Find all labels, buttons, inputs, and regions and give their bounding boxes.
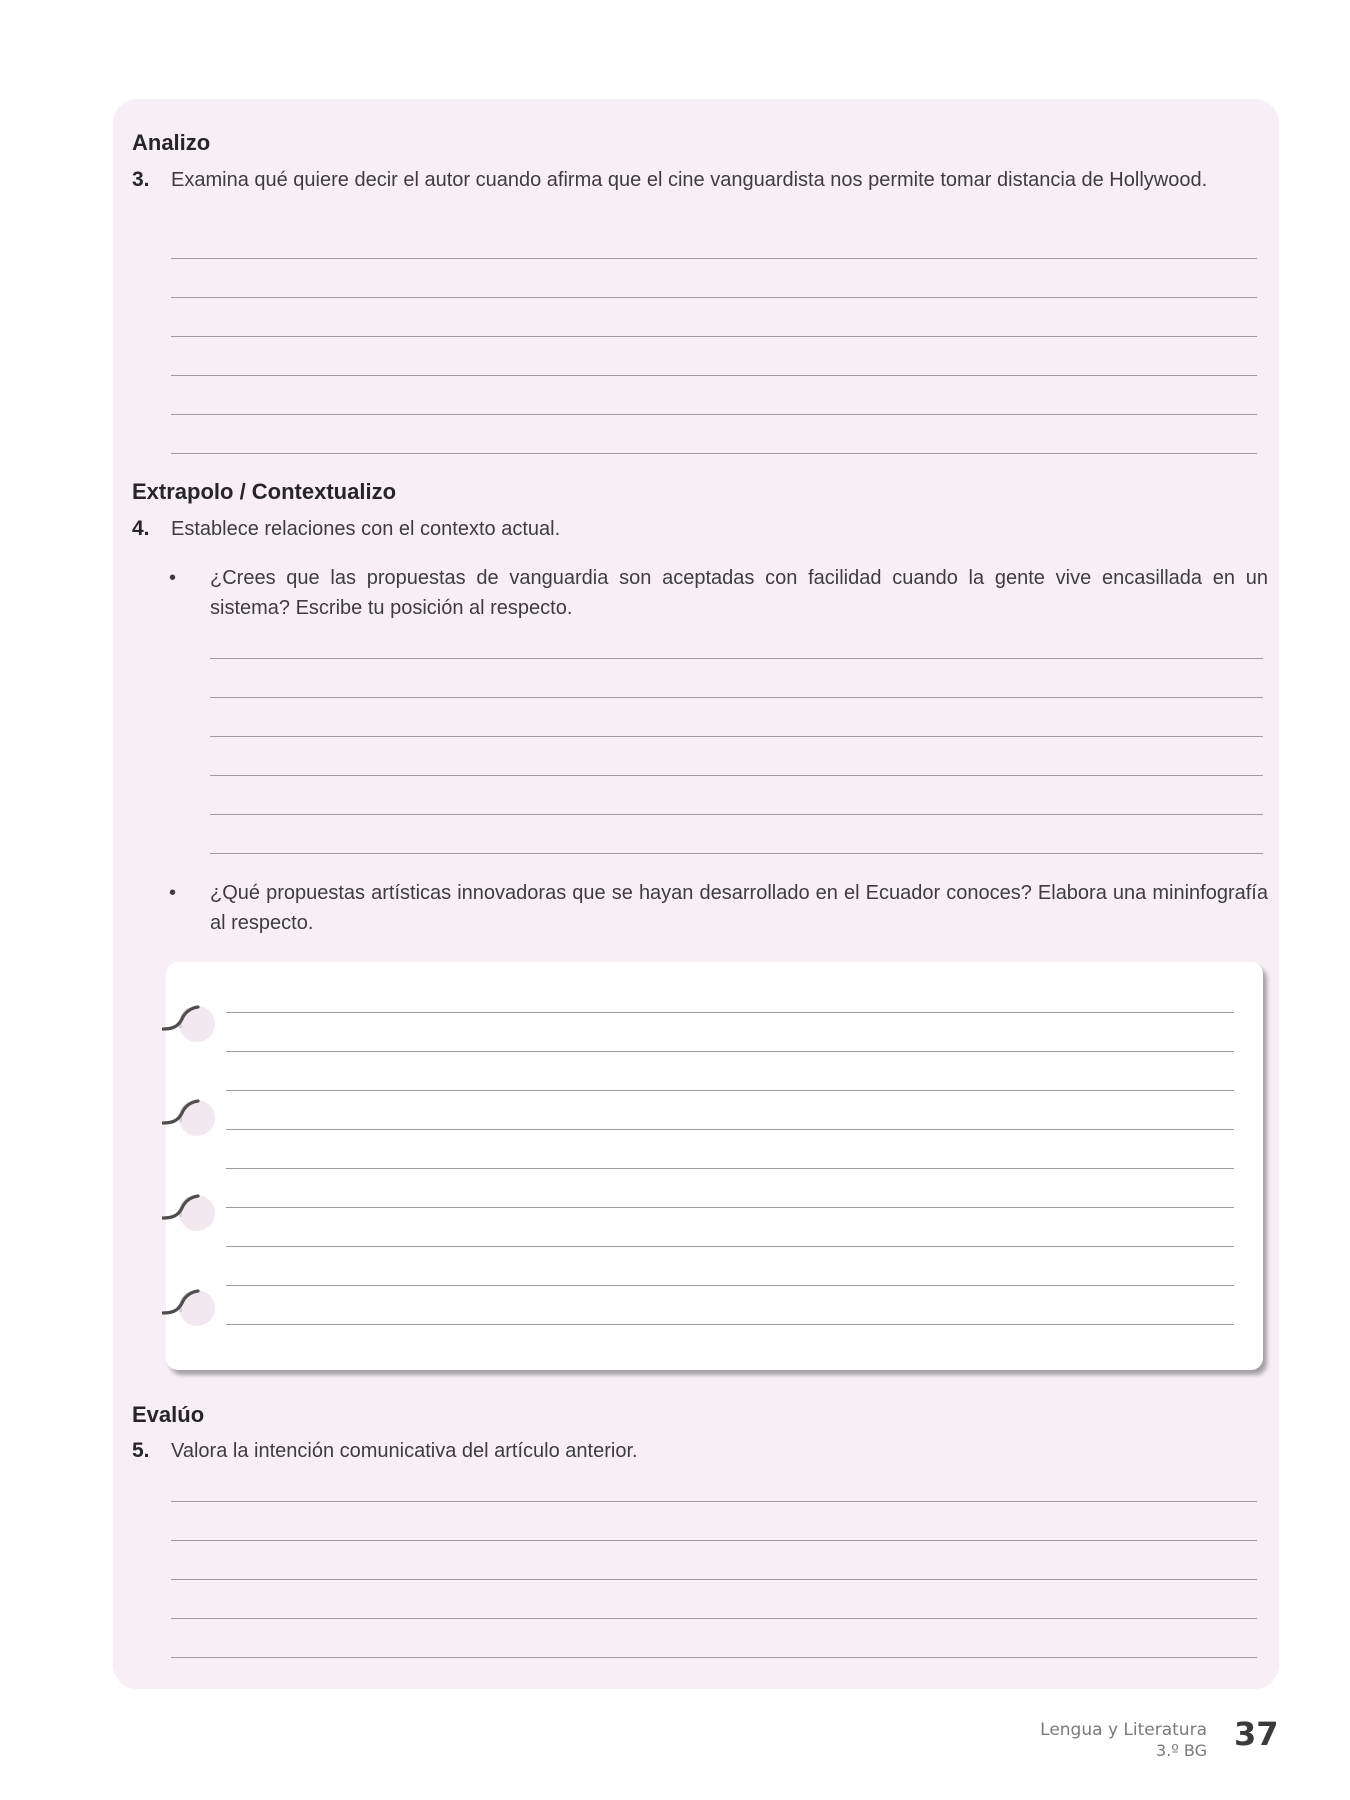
section-heading-extrapolo: Extrapolo / Contextualizo xyxy=(132,479,397,504)
question-4-prompt: Establece relaciones con el contexto actual. xyxy=(171,518,561,540)
question-4-bullet-1-text: ¿Crees que las propuestas de vanguardia son aceptadas con facilidad cuando la gente vive encasillada en un sistema? Escribe tu posición al respecto. xyxy=(210,567,1268,619)
question-4-number: 4. xyxy=(132,517,150,540)
answer-line xyxy=(171,1657,1257,1658)
answer-line xyxy=(171,1579,1257,1580)
answer-line xyxy=(210,814,1263,815)
notebook-line xyxy=(226,1012,1234,1013)
binder-ring-icon xyxy=(162,1286,218,1330)
notebook-line xyxy=(226,1207,1234,1208)
answer-line xyxy=(171,258,1257,259)
binder-ring-icon xyxy=(162,1096,218,1140)
notebook-line xyxy=(226,1324,1234,1325)
answer-line xyxy=(171,453,1257,454)
section-heading-analizo: Analizo xyxy=(132,130,211,155)
question-5-number: 5. xyxy=(132,1439,150,1462)
notebook-line xyxy=(226,1285,1234,1286)
binder-ring-icon xyxy=(162,1002,218,1046)
bullet-marker: • xyxy=(169,567,177,589)
answer-line xyxy=(210,736,1263,737)
answer-line xyxy=(171,414,1257,415)
answer-line xyxy=(171,1618,1257,1619)
answer-line xyxy=(210,775,1263,776)
notebook-card xyxy=(166,962,1263,1370)
page-number: 37 xyxy=(1234,1715,1279,1753)
answer-line xyxy=(171,375,1257,376)
notebook-line xyxy=(226,1246,1234,1247)
answer-line xyxy=(210,853,1263,854)
binder-ring-icon xyxy=(162,1191,218,1235)
question-3-number: 3. xyxy=(132,168,150,191)
footer-subject: Lengua y Literatura xyxy=(1040,1720,1207,1740)
question-3-prompt: Examina qué quiere decir el autor cuando afirma que el cine vanguardista nos permite tomar distancia de Hollywood. xyxy=(171,169,1208,191)
answer-line xyxy=(171,1540,1257,1541)
notebook-line xyxy=(226,1129,1234,1130)
bullet-marker: • xyxy=(169,882,177,904)
section-heading-evaluo: Evalúo xyxy=(132,1402,205,1427)
notebook-line xyxy=(226,1090,1234,1091)
question-5-prompt: Valora la intención comunicativa del artículo anterior. xyxy=(171,1440,638,1462)
notebook-line xyxy=(226,1051,1234,1052)
answer-line xyxy=(210,658,1263,659)
question-4-bullet-2-text: ¿Qué propuestas artísticas innovadoras que se hayan desarrollado en el Ecuador conoces? Elabora una mininfografía al respecto. xyxy=(210,882,1268,934)
notebook-line xyxy=(226,1168,1234,1169)
answer-line xyxy=(171,1501,1257,1502)
answer-line xyxy=(210,697,1263,698)
answer-line xyxy=(171,297,1257,298)
answer-line xyxy=(171,336,1257,337)
footer-grade: 3.º BG xyxy=(1156,1741,1207,1760)
